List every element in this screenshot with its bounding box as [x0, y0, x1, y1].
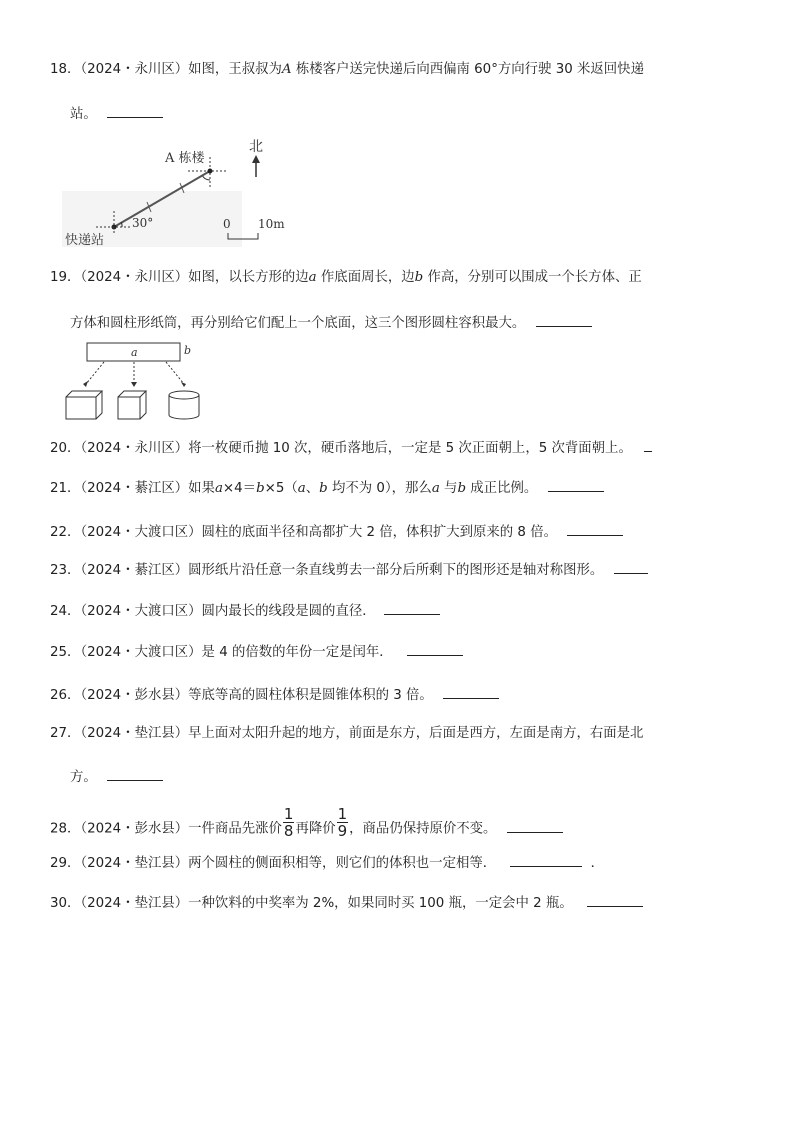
q19-var-a: a: [308, 270, 317, 285]
q21-expr-f: 、: [305, 481, 320, 496]
arrowhead-cube-icon: [131, 382, 137, 387]
q18-text-a: 18．（2024・永川区）如图，王叔叔为: [50, 62, 282, 77]
arrow-to-cylinder: [166, 362, 184, 384]
frac2-denominator: 9: [337, 822, 348, 840]
q19-text-c: 作高，分别可以围成一个长方体、正: [423, 270, 642, 285]
q21-var-a1: a: [214, 481, 223, 496]
q19-text-b: 作底面周长，边: [316, 270, 415, 285]
answer-blank-28[interactable]: [507, 818, 563, 833]
q28-text-a: 28．（2024・彭水县）一件商品先涨价: [50, 821, 282, 837]
answer-blank-23[interactable]: [614, 559, 648, 574]
q21-expr-l: 成正比例。: [466, 481, 538, 496]
q19-var-b: b: [414, 270, 424, 285]
q25-text: 25．（2024・大渡口区）是 4 的倍数的年份一定是闰年．: [50, 645, 393, 660]
arrowhead-cylinder-icon: [181, 382, 186, 387]
q18-var-a: A: [281, 62, 292, 77]
question-18-line2: [70, 103, 163, 125]
q29-text: 29．（2024・垫江县）两个圆柱的侧面积相等，则它们的体积也一定相等．: [50, 856, 497, 871]
question-22: [50, 521, 751, 543]
q21-expr-d: ×5（: [264, 481, 298, 496]
frac1-denominator: 8: [283, 822, 294, 840]
scale-zero: 0: [223, 217, 231, 231]
cylinder-shape: [169, 391, 199, 419]
answer-blank-25[interactable]: [407, 641, 463, 656]
label-b: b: [184, 344, 192, 357]
question-19: [50, 268, 751, 288]
frac2-numerator: 1: [337, 805, 348, 823]
question-28: [50, 805, 751, 845]
q29-tail: ．: [590, 856, 605, 871]
answer-blank-18[interactable]: [107, 103, 163, 118]
q28-text-c: ，商品仍保持原价不变。: [349, 821, 497, 837]
answer-blank-19[interactable]: [536, 312, 592, 327]
label-building: A 栋楼: [165, 151, 205, 166]
q21-var-a3: a: [431, 481, 440, 496]
q21-expr-j: 与: [439, 481, 458, 496]
question-23: [50, 559, 751, 581]
arrowhead-cuboid-icon: [83, 381, 88, 387]
answer-blank-30[interactable]: [587, 892, 643, 907]
question-20: [50, 437, 751, 459]
q21-var-b3: b: [457, 481, 467, 496]
arrow-to-cuboid: [86, 362, 104, 384]
answer-blank-22[interactable]: [567, 521, 623, 536]
q24-text: 24．（2024・大渡口区）圆内最长的线段是圆的直径．: [50, 604, 376, 619]
q18-figure: [62, 135, 292, 247]
q21-text-a: 21．（2024・綦江区）如果: [50, 481, 215, 496]
north-arrowhead-icon: [252, 155, 260, 163]
answer-blank-24[interactable]: [384, 600, 440, 615]
q21-expr-h: 均不为 0），那么: [327, 481, 432, 496]
label-north: 北: [249, 139, 263, 155]
answer-blank-29[interactable]: [510, 852, 582, 867]
q21-expr-b: ×4＝: [222, 481, 257, 496]
q21-var-b1: b: [256, 481, 265, 496]
q18-line2-text: 站。: [70, 107, 97, 122]
q19-figure: [62, 340, 202, 422]
q19-line2-text: 方体和圆柱形纸筒，再分别给它们配上一个底面，这三个图形圆柱容积最大。: [70, 316, 526, 331]
question-27: [50, 724, 751, 744]
building-point: [208, 169, 213, 174]
question-24: [50, 600, 751, 622]
label-angle: 30°: [132, 216, 154, 230]
q28-text-b: 再降价: [295, 821, 336, 837]
scale-length: 10m: [258, 217, 285, 231]
q23-text: 23．（2024・綦江区）圆形纸片沿任意一条直线剪去一部分后所剩下的图形还是轴对称图形。: [50, 563, 604, 578]
answer-blank-21[interactable]: [548, 477, 604, 492]
question-19-line2: [70, 312, 592, 334]
q20-text: 20．（2024・永川区）将一枚硬币抛 10 次，硬币落地后，一定是 5 次正面朝上，5 次背面朝上。: [50, 441, 632, 456]
q21-var-b2: b: [319, 481, 328, 496]
q19-text-a: 19．（2024・永川区）如图，以长方形的边: [50, 270, 309, 285]
question-29: [50, 852, 751, 874]
q18-text-b: 栋楼客户送完快递后向西偏南 60°方向行驶 30 米返回快递: [291, 62, 644, 77]
question-30: [50, 892, 751, 914]
q30-text: 30．（2024・垫江县）一种饮料的中奖率为 2%，如果同时买 100 瓶，一定会中 2 瓶。: [50, 896, 573, 911]
fraction-one-eighth: [283, 806, 295, 839]
frac1-numerator: 1: [283, 805, 294, 823]
answer-blank-27[interactable]: [107, 766, 163, 781]
q22-text: 22．（2024・大渡口区）圆柱的底面半径和高都扩大 2 倍，体积扩大到原来的 8 倍。: [50, 525, 557, 540]
q27-line2-text: 方。: [70, 770, 97, 785]
question-26: [50, 684, 751, 706]
fraction-one-ninth: [337, 806, 349, 839]
cuboid-shape: [66, 391, 102, 419]
question-21: [50, 477, 751, 499]
question-25: [50, 641, 751, 663]
q26-text: 26．（2024・彭水县）等底等高的圆柱体积是圆锥体积的 3 倍。: [50, 688, 433, 703]
label-a: a: [131, 346, 138, 359]
q27-text: 27．（2024・垫江县）早上面对太阳升起的地方，前面是东方，后面是西方，左面是南方，右面是北: [50, 726, 644, 741]
q21-var-a2: a: [297, 481, 306, 496]
cube-shape: [118, 391, 146, 419]
answer-blank-20[interactable]: [644, 437, 652, 452]
question-27-line2: [70, 766, 163, 788]
question-18: [50, 60, 751, 80]
label-station: 快递站: [65, 233, 105, 247]
answer-blank-26[interactable]: [443, 684, 499, 699]
